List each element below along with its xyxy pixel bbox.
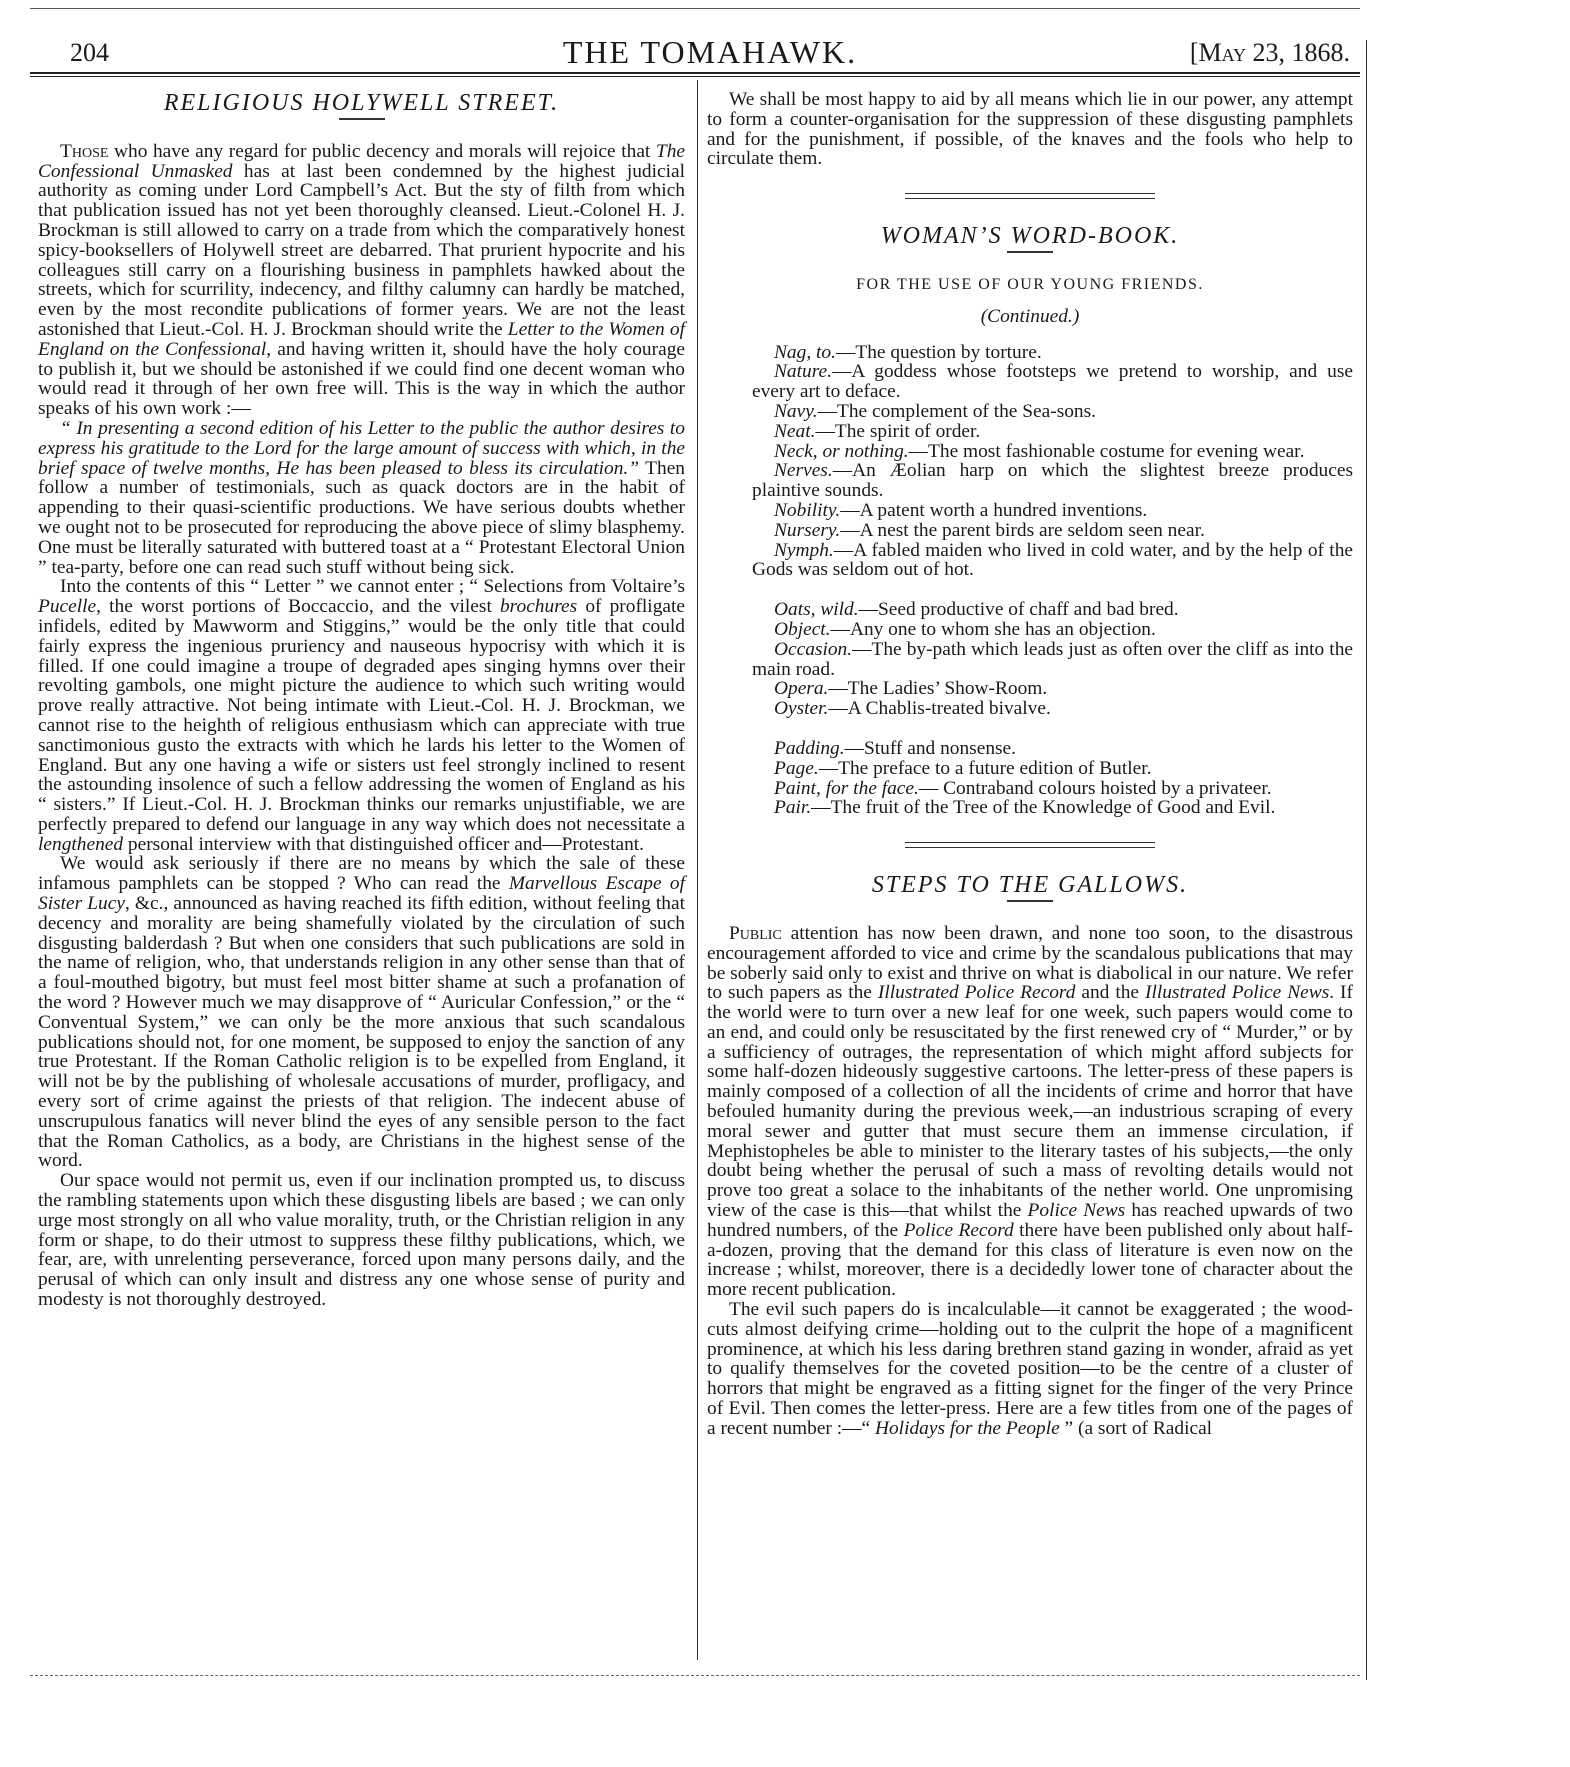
- section-divider: [905, 193, 1155, 199]
- entry-definition: —The most fashionable costume for evening wear.: [908, 440, 1305, 462]
- wordbook-entry: [707, 521, 1353, 541]
- entry-term: Opera.: [774, 678, 829, 700]
- heading-rule: [1007, 251, 1053, 253]
- entry-definition: —The complement of the Sea-sons.: [817, 400, 1097, 422]
- entry-definition: —Any one to whom she has an objection.: [830, 618, 1156, 640]
- wordbook-entry: [707, 620, 1353, 640]
- wordbook-entry: [707, 501, 1353, 521]
- wordbook-entry: [707, 699, 1353, 719]
- entry-definition: — Contraband colours hoisted by a privateer.: [918, 777, 1272, 799]
- page-header: [60, 30, 1360, 70]
- quote-paragraph: “ In presenting a second edition of his Letter to the public the author desires to express his gratitude to the Lord for the large amount of success with which, in the brief space of twelve months, He has been pleased to bless its circulation.” Then follow a number of testimonials, such as quack doctors are in the habit of appending to their quasi-scientific productions. We have serious doubts whether we ought not to be prosecuted for reproducing the above piece of slimy blasphemy. One must be literally saturated with buttered toast at a “ Protestant Electoral Union ” tea-party, before one can read such stuff without being sick.: [38, 417, 685, 578]
- wordbook-entry: [707, 779, 1353, 799]
- entry-term: Object.: [774, 618, 831, 640]
- wordbook-group-o: [707, 600, 1353, 719]
- entry-definition: —A goddess whose footsteps we pretend to worship, and use every art to deface.: [752, 361, 1353, 403]
- section-divider: [905, 842, 1155, 848]
- entry-term: Nerves.: [774, 460, 833, 482]
- entry-term: Nursery.: [774, 519, 841, 541]
- right-column: [707, 90, 1353, 1439]
- title-ref: Letter to the Women of England on the Confessional: [38, 318, 686, 360]
- article-paragraph: We would ask seriously if there are no means by which the sale of these infamous pamphlets can be stopped ? Who can read the Marvellous Escape of Sister Lucy, &c., announced as having reached its fifth edition, without feeling that decency and morality are being shamefully violated by the circulation of such disgusting balderdash ? But when one considers that such publications are sold in the name of religion, who, that understands religion in any other sense than that of a foul-mouthed bigotry, but must feel most bitter shame at such a profanation of the word ? However much we may disapprove of “ Auricular Confession,” or the “ Conventual System,” we can only be the more anxious that such scandalous publications should not, for one moment, be supposed to enjoy the sanction of any true Protestant. If the Roman Catholic religion is to be expelled from England, it will not be by the publishing of wholesale accusations of murder, profligacy, and every sort of crime against the priests of that religion. The indecent abuse of unscrupulous fanatics will never blind the eyes of any sensible person to the fact that the Roman Catholics, as a body, are Christians in the highest sense of the word.: [38, 853, 685, 1172]
- entry-definition: —The Ladies’ Show-Room.: [828, 678, 1048, 700]
- column-divider: [697, 80, 698, 1660]
- wordbook-entry: [707, 442, 1353, 462]
- article-paragraph: We shall be most happy to aid by all means which lie in our power, any attempt to form a counter-organisation for the suppression of these disgusting pamphlets and for the punishment, if possible, of the knaves and the fools who help to circulate them.: [707, 89, 1353, 170]
- entry-term: Occasion.: [774, 638, 853, 660]
- wordbook-entry: [707, 362, 1353, 402]
- page-number: 204: [70, 38, 109, 67]
- right-edge-rule: [1366, 40, 1367, 1680]
- wordbook-entry: [707, 461, 1353, 501]
- article-paragraph: Public attention has now been drawn, and none too soon, to the disastrous encouragement afforded to vice and crime by the scandalous publications that may be soberly said only to exist and thrive on what is diabolical in our nature. We refer to such papers as the Illustrated Police Record and the Illustrated Police News. If the world were to turn over a new leaf for one week, such papers would come to an end, and could only be resuscitated by the first renewed cry of “ Murder,” or by a sufficiency of outrages, the representation of which might afford subjects for some half-dozen hideously suggestive cartoons. The letter-press of these papers is mainly composed of a collection of all the incidents of crime and horror that have befouled humanity during the previous week,—an industrious scraping of every moral sewer and gutter that must secure them an immense circulation, if Mephistopheles be able to minister to the literary tastes of his subjects,—the only doubt being whether the perusal of such a mass of revolting details would not prove too great a solace to the inhabitants of the nether world. One unpromising view of the case is this—that whilst the Police News has reached upwards of two hundred numbers, of the Police Record there have been published only about half-a-dozen, proving that the demand for this class of literature is even now on the increase ; whilst, moreover, there is a decidedly lower tone of character about the more recent publication.: [707, 922, 1353, 1301]
- heading-rule: [339, 118, 385, 120]
- wordbook-entry: [707, 541, 1353, 581]
- wordbook-entry: [707, 739, 1353, 759]
- issue-date: [May 23, 1868.: [1189, 38, 1350, 67]
- entry-definition: —The by-path which leads just as often over the cliff as into the main road.: [752, 638, 1353, 680]
- wordbook-entry: [707, 402, 1353, 422]
- article-heading-gallows: STEPS TO THE GALLOWS.: [871, 872, 1189, 899]
- entry-term: Page.: [774, 757, 819, 779]
- entry-term: Neck, or nothing.: [774, 440, 909, 462]
- wordbook-subtitle: FOR THE USE OF OUR YOUNG FRIENDS.: [856, 275, 1204, 293]
- wordbook-entry: [707, 600, 1353, 620]
- entry-definition: —A Chablis-treated bivalve.: [828, 698, 1051, 720]
- wordbook-entry: [707, 679, 1353, 699]
- entry-term: Oats, wild.: [774, 599, 859, 621]
- heading-rule: [1007, 900, 1053, 902]
- header-rule-thin: [30, 76, 1360, 77]
- entry-term: Neat.: [774, 420, 816, 442]
- wordbook-entry: [707, 422, 1353, 442]
- left-column: [38, 90, 685, 1310]
- quoted-text: “ In presenting a second edition of his Letter to the public the author desires to express his gratitude to the Lord for the large amount of success with which, in the brief space of twelve months, He has been pleased to bless its circulation.”: [38, 417, 685, 479]
- lead-word: Those: [60, 140, 109, 162]
- entry-definition: —A nest the parent birds are seldom seen near.: [840, 519, 1205, 541]
- entry-term: Nobility.: [774, 499, 841, 521]
- continued-note: (Continued.): [980, 305, 1080, 327]
- article-heading-holywell: RELIGIOUS HOLYWELL STREET.: [163, 90, 560, 116]
- entry-definition: —The fruit of the Tree of the Knowledge of Good and Evil.: [811, 797, 1276, 819]
- article-paragraph: The evil such papers do is incalculable—it cannot be exaggerated ; the wood-cuts almost deifying crime—holding out to the culprit the hope of a magnificent prominence, at which his less daring brethren stand gazing in wonder, afraid as yet to qualify themselves for the coveted position—to be the centre of a cluster of horrors that might be engraved as a fitting signet for the finger of the very Prince of Evil. Then comes the letter-press. Here are a few titles from one of the pages of a recent number :—“ Holidays for the People ” (a sort of Radical: [707, 1299, 1353, 1439]
- entry-term: Nymph.: [774, 539, 834, 561]
- article-paragraph: Our space would not permit us, even if our inclination prompted us, to discuss the rambling statements upon which these disgusting libels are based ; we can only urge most strongly on all who value morality, truth, or the Christian religion in any form or shape, to do their utmost to suppress these filthy publications, which, we fear, are, with unrelenting perseverance, forced upon many persons daily, and the perusal of which can only insult and distress any one whose sense of purity and modesty is not thoroughly destroyed.: [38, 1170, 685, 1311]
- wordbook-entry: [707, 798, 1353, 818]
- entry-term: Pair.: [774, 797, 812, 819]
- entry-definition: —An Æolian harp on which the slightest breeze produces plaintive sounds.: [752, 460, 1353, 502]
- entry-definition: —Seed productive of chaff and bad bred.: [858, 599, 1179, 621]
- lead-word: Public: [729, 922, 782, 944]
- article-paragraph: Those who have any regard for public decency and morals will rejoice that The Confessional Unmasked has at last been condemned by the highest judicial authority as coming under Lord Campbell’s Act. But the sty of filth from which that publication issued has not yet been thoroughly cleansed. Lieut.-Colonel H. J. Brockman is still allowed to carry on a trade from which the comparatively honest spicy-booksellers of Holywell street are debarred. That prurient hypocrite and his colleagues still carry on a flourishing business in pamphlets hawked about the streets, which for scurrility, indecency, and filthy calumny can hardly be matched, even by the most recondite publications of former years. We are not the least astonished that Lieut.-Col. H. J. Brockman should write the Letter to the Women of England on the Confessional, and having written it, should have the holy courage to publish it, but we should be astonished if we could find one decent woman who would read it through of her own free will. This is the way in which the author speaks of his own work :—: [38, 140, 686, 420]
- article-heading-wordbook: WOMAN’S WORD-BOOK.: [880, 223, 1180, 250]
- wordbook-group-n: [707, 343, 1353, 581]
- entry-definition: —The preface to a future edition of Butler.: [818, 757, 1152, 779]
- entry-term: Paint, for the face.: [774, 777, 919, 799]
- entry-term: Navy.: [774, 400, 818, 422]
- entry-term: Oyster.: [774, 698, 829, 720]
- bottom-rule: [30, 1675, 1360, 1676]
- entry-definition: —The question by torture.: [835, 341, 1042, 363]
- wordbook-entry: [707, 343, 1353, 363]
- header-rule: [30, 72, 1360, 74]
- entry-definition: —Stuff and nonsense.: [844, 737, 1017, 759]
- top-rule: [30, 8, 1360, 9]
- entry-definition: —The spirit of order.: [815, 420, 981, 442]
- wordbook-entry: [707, 640, 1353, 680]
- entry-definition: —A fabled maiden who lived in cold water, and by the help of the Gods was seldom out of hot.: [752, 539, 1353, 581]
- title-ref: The Confessional Unmasked: [38, 140, 685, 182]
- entry-term: Nature.: [774, 361, 832, 383]
- wordbook-entry: [707, 759, 1353, 779]
- article-paragraph: Into the contents of this “ Letter ” we cannot enter ; “ Selections from Voltaire’s Pucelle, the worst portions of Boccaccio, and the vilest brochures of profligate infidels, edited by Mawworm and Stiggins,” would be the only title that could fairly express the ingenious pruriency and nauseous hypocrisy with which it is filled. If one could imagine a troupe of degraded apes singing hymns over their revolting gambols, one might picture the audience to which such writing would prove really attractive. Not being intimate with Lieut.-Col. H. J. Brockman, we cannot rise to the heighth of religious enthusiasm which can appreciate with true sanctimonious gusto the extracts with which he lards his letter to the Women of England. But any one having a wife or sisters ust feel strongly inclined to resent the astounding insolence of such a fellow addressing the women of England as his “ sisters.” If Lieut.-Col. H. J. Brockman thinks our remarks unjustifiable, we are perfectly prepared to defend our language in any way which does not necessitate a lengthened personal interview with that distinguished officer and—Protestant.: [38, 576, 685, 855]
- wordbook-group-p: [707, 739, 1353, 818]
- entry-term: Nag, to.: [774, 341, 836, 363]
- entry-definition: —A patent worth a hundred inventions.: [840, 499, 1148, 521]
- masthead-title: THE TOMAHAWK.: [562, 34, 858, 70]
- entry-term: Padding.: [774, 737, 845, 759]
